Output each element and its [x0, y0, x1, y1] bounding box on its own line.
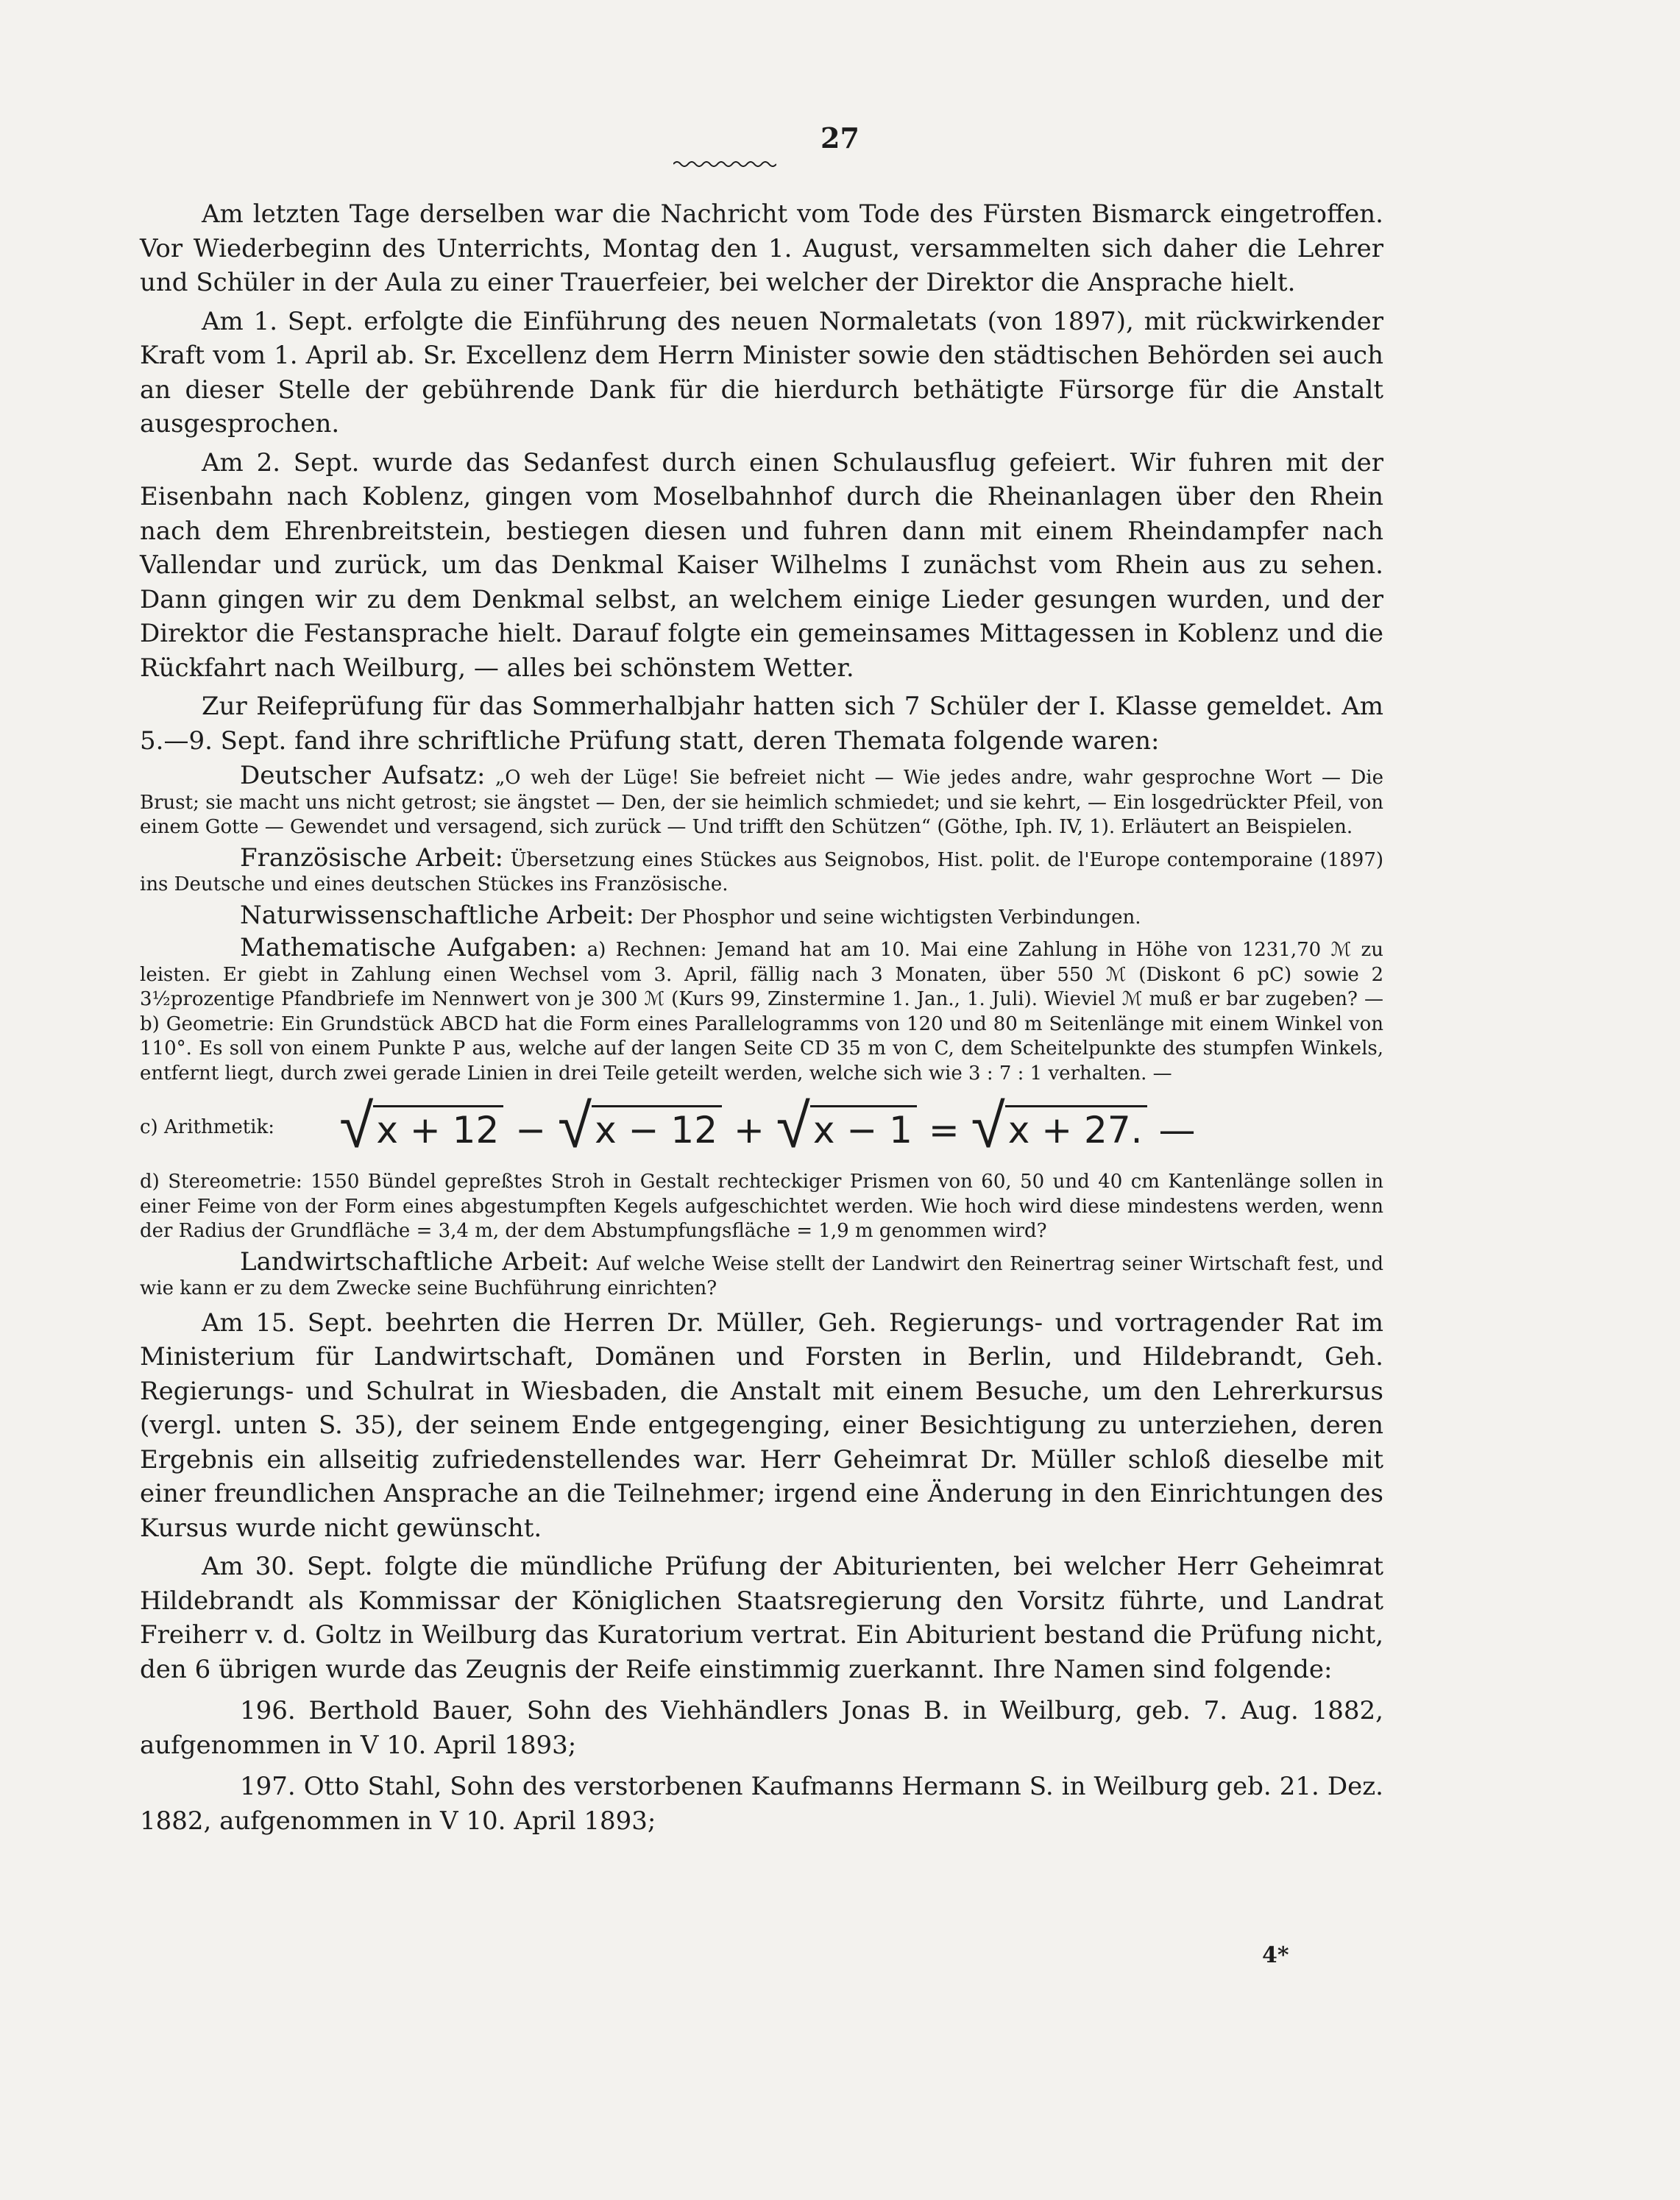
- signature-mark: 4*: [1262, 1942, 1289, 1968]
- radical-sign: √: [339, 1090, 374, 1162]
- theme-natur-label: Naturwissenschaftliche Arbeit:: [240, 900, 634, 930]
- radical-sign: √: [558, 1090, 592, 1162]
- paragraph-normaletat: Am 1. Sept. erfolgte die Einführung des neuen Normaletats (von 1897), mit rückwirkender Kraft vom 1. April ab. Sr. Excellenz dem Herrn Minister sowie den städtischen Behörden sei auch an dieser Stelle der gebührende Dank für die hierdurch bethätigte Fürsorge für die Anstalt ausgesprochen.: [140, 306, 1383, 439]
- theme-deutsch-label: Deutscher Aufsatz:: [240, 761, 486, 790]
- theme-deutsch: [140, 761, 1383, 840]
- theme-franz-label: Französische Arbeit:: [240, 842, 503, 873]
- equation-operator-1: −: [515, 1109, 547, 1152]
- equation: [339, 1089, 1195, 1167]
- paragraph-sedanfest: Am 2. Sept. wurde das Sedanfest durch einen Schulausflug gefeiert. Wir fuhren mit der Eisenbahn nach Koblenz, gingen vom Moselbahnhof durch die Rheinanlagen über den Rhein nach dem Ehrenbreitstein, bestiegen diesen und fuhren dann mit einem Rheindampfer nach Vallendar und zurück, um das Denkmal Kaiser Wilhelms I zunächst vom Rhein aus zu sehen. Dann gingen wir zu dem Denkmal selbst, an welchem einige Lieder gesungen wurden, und der Direktor die Festansprache hielt. Darauf folgte ein gemeinsames Mittagessen in Koblenz und die Rückfahrt nach Weilburg, — alles bei schönstem Wetter.: [140, 447, 1383, 683]
- ornament-divider: [673, 159, 776, 169]
- radicand-1: x + 12: [373, 1105, 503, 1152]
- arithmetic-equation-line: [140, 1089, 1383, 1167]
- radical-sign: √: [971, 1090, 1005, 1162]
- theme-franzoesisch: [140, 842, 1384, 898]
- radicand-2: x − 12: [592, 1105, 722, 1152]
- theme-math-label: Mathematische Aufgaben:: [240, 933, 578, 962]
- page-number: 27: [820, 121, 860, 155]
- theme-math-text: a) Rechnen: Jemand hat am 10. Mai eine Zahlung in Höhe von 1231,70 ℳ zu leisten. Er giebt in Zahlung einen Wechsel vom 3. April, fällig nach 3 Monaten, über 550 ℳ (Diskont 6 pC) sowie 2 3½prozentige Pfandbriefe im Nennwert von je 300 ℳ (Kurs 99, Zinstermine 1. Jan., 1. Juli). Wieviel ℳ muß er bar zugeben? — b) Geometrie: Ein Grundstück ABCD hat die Form eines Parallelogramms von 120 und 80 m Seitenlänge mit einem Winkel von 110°. Es soll von einem Punkte P aus, welche auf der langen Seite CD 35 m von C, dem Scheitelpunkte des stumpfen Winkels, entfernt liegt, durch zwei gerade Linien in drei Teile geteilt werden, welche sich wie 3 : 7 : 1 verhalten. —: [140, 939, 1383, 1085]
- radicand-4: x + 27.: [1005, 1105, 1147, 1152]
- theme-landwirtschaft: [140, 1246, 1384, 1302]
- paragraph-besichtigung: Am 15. Sept. beehrten die Herren Dr. Müller, Geh. Regierungs- und vortragender Rat im Ministerium für Landwirtschaft, Domänen und Forsten in Berlin, und Hildebrandt, Geh. Regierungs- und Schulrat in Wiesbaden, die Anstalt mit einem Besuche, um den Lehrerkursus (vergl. unten S. 35), der seinem Ende entgegenging, einer Besichtigung zu unterziehen, deren Ergebnis ein allseitig zufriedenstellendes war. Herr Geheimrat Dr. Müller schloß dieselbe mit einer freundlichen Ansprache an die Teilnehmer; irgend eine Änderung in den Einrichtungen des Kursus wurde nicht gewünscht.: [140, 1307, 1383, 1543]
- equation-end-dash: —: [1158, 1109, 1196, 1152]
- graduate-entry: 196. Berthold Bauer, Sohn des Viehhändlers Jonas B. in Weilburg, geb. 7. Aug. 1882, aufgenommen in V 10. April 1893;: [140, 1696, 1383, 1760]
- equation-operator-2: +: [733, 1109, 765, 1152]
- radicand-3: x − 1: [810, 1105, 917, 1152]
- paragraph-reifepruefung: Zur Reifeprüfung für das Sommerhalbjahr hatten sich 7 Schüler der I. Klasse gemeldet. Am 5.—9. Sept. fand ihre schriftliche Prüfung statt, deren Themata folgende waren:: [140, 692, 1383, 756]
- radical-sign: √: [776, 1090, 810, 1162]
- arithmetic-label: c) Arithmetik:: [140, 1116, 275, 1138]
- theme-natur-text: Der Phosphor und seine wichtigsten Verbindungen.: [640, 906, 1141, 929]
- theme-land-label: Landwirtschaftliche Arbeit:: [240, 1246, 589, 1277]
- theme-land-text: Auf welche Weise stellt der Landwirt den Reinertrag seiner Wirtschaft fest, und wie kann er zu dem Zwecke seine Buchführung einrichten?: [140, 1252, 1384, 1299]
- paragraph-bismarck: Am letzten Tage derselben war die Nachricht vom Tode des Fürsten Bismarck eingetroffen. Vor Wiederbeginn des Unterrichts, Montag den 1. August, versammelten sich daher die Lehrer und Schüler in der Aula zu einer Trauerfeier, bei welcher der Direktor die Ansprache hielt.: [140, 199, 1383, 297]
- theme-stereometrie: d) Stereometrie: 1550 Bündel gepreßtes Stroh in Gestalt rechteckiger Prismen von 60, 50 und 40 cm Kantenlänge sollen in einer Feime von der Form eines abgestumpften Kegels aufgeschichtet werden. Wie hoch wird diese mindestens werden, wenn der Radius der Grundfläche = 3,4 m, der dem Abstumpfungsfläche = 1,9 m genommen wird?: [140, 1171, 1383, 1242]
- graduate-entry: 197. Otto Stahl, Sohn des verstorbenen Kaufmanns Hermann S. in Weilburg geb. 21. Dez. 1882, aufgenommen in V 10. April 1893;: [140, 1772, 1383, 1836]
- theme-deutsch-text: „O weh der Lüge! Sie befreiet nicht — Wie jedes andre, wahr gesprochne Wort — Die Brust; sie macht uns nicht getrost; sie ängstet — Den, der sie heimlich schmiedet; und sie kehrt, — Ein losgedrückter Pfeil, von einem Gotte — Gewendet und versagend, sich zurück — Und trifft den Schützen“ (Göthe, Iph. IV, 1). Erläutert an Beispielen.: [140, 767, 1383, 838]
- paragraph-muendliche-pruefung: Am 30. Sept. folgte die mündliche Prüfung der Abiturienten, bei welcher Herr Geheimrat Hildebrandt als Kommissar der Königlichen Staatsregierung den Vorsitz führte, und Landrat Freiherr v. d. Goltz in Weilburg das Kuratorium vertrat. Ein Abiturient bestand die Prüfung nicht, den 6 übrigen wurde das Zeugnis der Reife einstimmig zuerkannt. Ihre Namen sind folgende:: [140, 1552, 1383, 1684]
- theme-franz-text: Übersetzung eines Stückes aus Seignobos, Hist. polit. de l'Europe contemporaine (1897) ins Deutsche und eines deutschen Stückes ins Französische.: [140, 848, 1384, 895]
- theme-naturwissenschaft: [140, 900, 1383, 931]
- body-text: [140, 197, 1383, 1838]
- theme-mathematik: [140, 933, 1383, 1086]
- equation-operator-3: =: [928, 1109, 960, 1152]
